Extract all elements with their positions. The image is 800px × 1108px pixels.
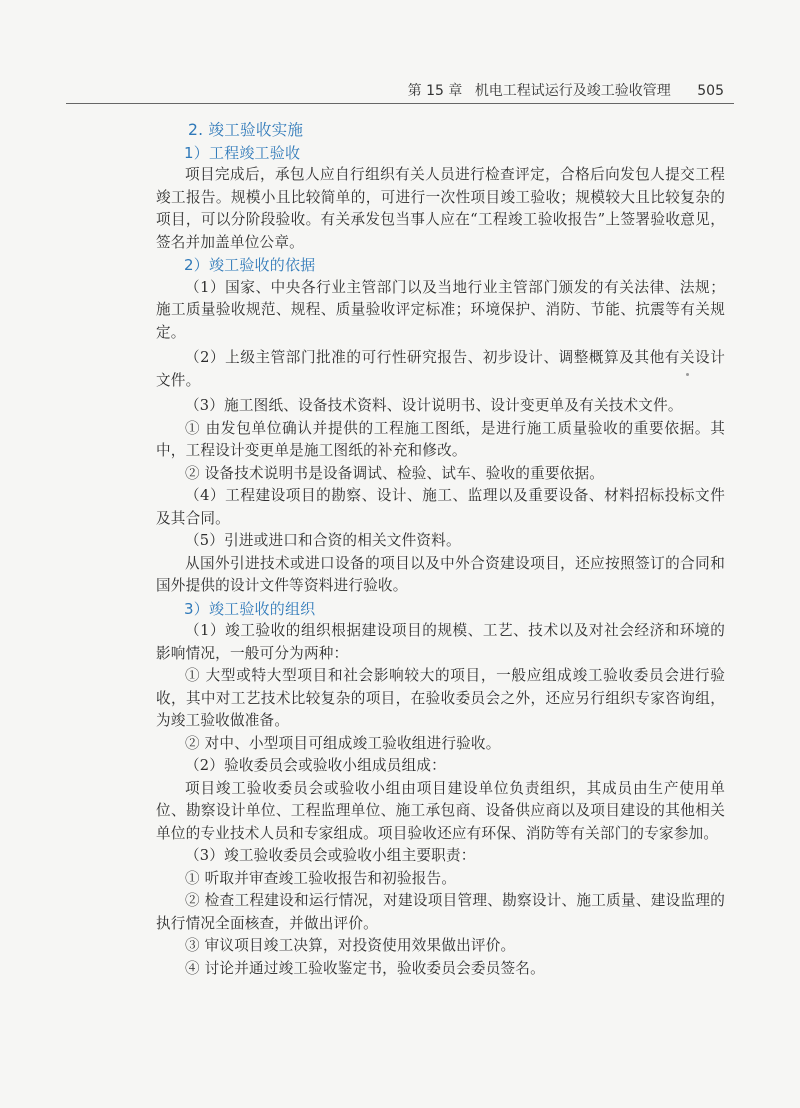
header-rule bbox=[66, 103, 734, 104]
paragraph: ① 听取并审查竣工验收报告和初验报告。 bbox=[185, 869, 457, 887]
paragraph: ③ 审议项目竣工决算，对投资使用效果做出评价。 bbox=[185, 937, 516, 954]
paragraph: ① 大型或特大型项目和社会影响较大的项目，一般应组成竣工验收委员会进行验收，其中对工艺技术比较复杂的项目，在验收委员会之外，还应另行组织专家咨询组，为竣工验收做准备。 bbox=[156, 667, 725, 729]
subsection-heading-3: 3）竣工验收的组织 bbox=[184, 599, 316, 618]
paragraph: 项目完成后，承包人应自行组织有关人员进行检查评定，合格后向发包人提交工程竣工报告。规模小且比较简单的，可进行一次性项目竣工验收；规模较大且比较复杂的项目，可以分阶段验收。有关承发包当事人应在“工程竣工验收报告”上签署验收意见，签名并加盖单位公章。 bbox=[156, 166, 725, 251]
chapter-label: 第 15 章 bbox=[407, 83, 463, 99]
paragraph: （2）验收委员会或验收小组成员组成： bbox=[185, 757, 446, 774]
paragraph: ④ 讨论并通过竣工验收鉴定书，验收委员会委员签名。 bbox=[185, 959, 545, 977]
paragraph: ② 检查工程建设和运行情况，对建设项目管理、勘察设计、施工质量、建设监理的执行情况全面核查，并做出评价。 bbox=[156, 892, 725, 932]
paragraph: ① 由发包单位确认并提供的工程施工图纸，是进行施工质量验收的重要依据。其中，工程设计变更单是施工图纸的补充和修改。 bbox=[156, 419, 725, 459]
paragraph: （1）国家、中央各行业主管部门以及当地行业主管部门颁发的有关法律、法规；施工质量验收规范、规程、质量验收评定标准；环境保护、消防、节能、抗震等有关规定。 bbox=[156, 278, 725, 341]
subsection-heading-2: 2）竣工验收的依据 bbox=[184, 256, 316, 274]
paragraph: （5）引进或进口和合资的相关文件资料。 bbox=[185, 532, 461, 549]
section-heading: 2. 竣工验收实施 bbox=[188, 121, 304, 139]
header-text bbox=[408, 80, 724, 100]
paragraph: ② 对中、小型项目可组成竣工验收组进行验收。 bbox=[185, 734, 501, 752]
paragraph: 项目竣工验收委员会或验收小组由项目建设单位负责组织，其成员由生产使用单位、勘察设计单位、工程监理单位、施工承包商、设备供应商以及项目建设的其他相关单位的专业技术人员和专家组成。项目验收还应有环保、消防等有关部门的专家参加。 bbox=[156, 779, 725, 842]
paragraph: （4）工程建设项目的勘察、设计、施工、监理以及重要设备、材料招标投标文件及其合同。 bbox=[156, 487, 725, 527]
paragraph: （3）竣工验收委员会或验收小组主要职责： bbox=[185, 847, 476, 864]
paragraph: （3）施工图纸、设备技术资料、设计说明书、设计变更单及有关技术文件。 bbox=[185, 397, 683, 414]
page-number: 505 bbox=[697, 83, 724, 99]
page-body bbox=[156, 116, 725, 980]
subsection-heading-1: 1）工程竣工验收 bbox=[184, 143, 301, 162]
paragraph: ② 设备技术说明书是设备调试、检验、试车、验收的重要依据。 bbox=[185, 464, 605, 482]
running-header bbox=[0, 0, 800, 108]
chapter-title: 机电工程试运行及竣工验收管理 bbox=[474, 83, 671, 99]
paragraph: （1）竣工验收的组织根据建设项目的规模、工艺、技术以及对社会经济和环境的影响情况，一般可分为两种： bbox=[156, 622, 725, 662]
paragraph: （2）上级主管部门批准的可行性研究报告、初步设计、调整概算及其他有关设计文件。 bbox=[156, 349, 725, 389]
paragraph: 从国外引进技术或进口设备的项目以及中外合资建设项目，还应按照签订的合同和国外提供的设计文件等资料进行验收。 bbox=[156, 554, 725, 594]
